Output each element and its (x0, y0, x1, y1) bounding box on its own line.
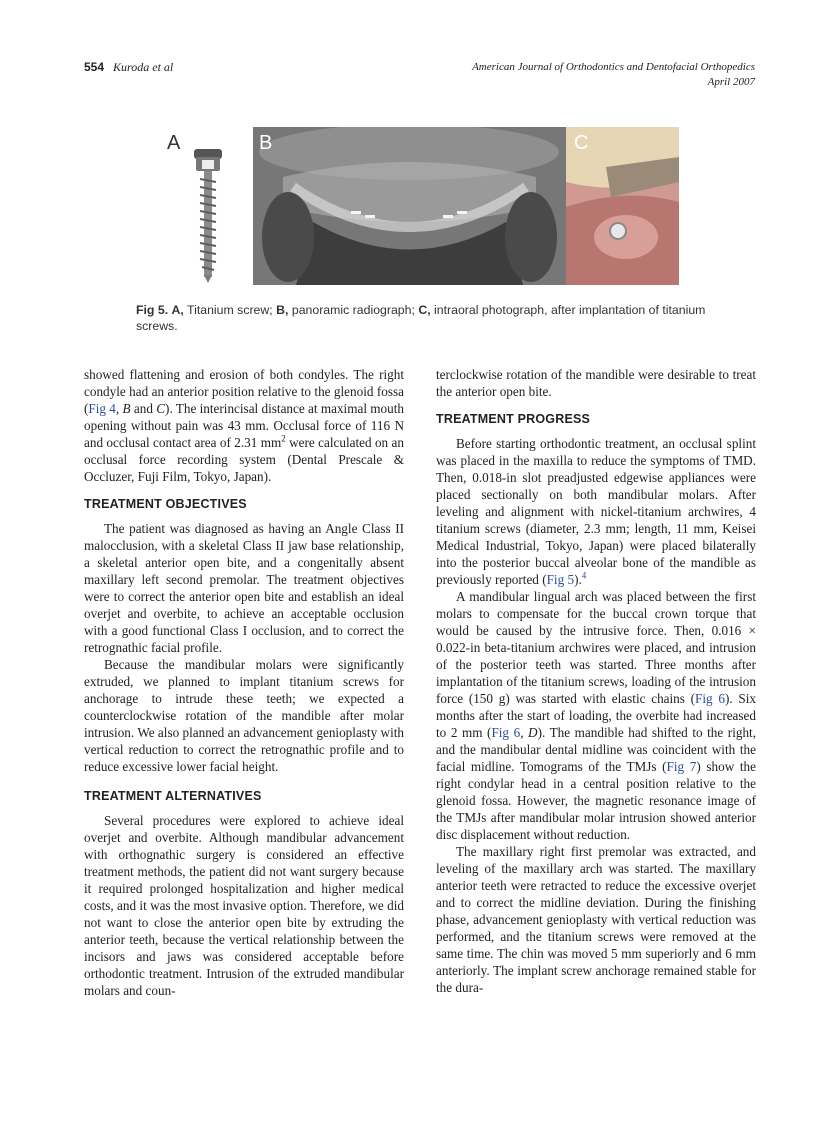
paragraph: The patient was diagnosed as having an Angle Class II malocclusion, with a skeletal Class II jaw base relationship, a skeletal anterior open bite, and a congenitally absent maxillary left second premolar. The treatment objectives were to correct the anterior open bite and establish an ideal overjet and overbite, to achieve an acceptable occlusion with a good functional Class I occlusion, and to correct the retrognathic facial profile. (84, 521, 404, 655)
paragraph: A mandibular lingual arch was placed between the first molars to compensate for the buccal crown torque that would be caused by the intrusive force. Then, 0.016 × 0.022-in beta-titanium archwires were placed, and intrusion of the posterior teeth was started. Three months after implantation of the titanium screws, loading of the intrusion force (150 g) was started with elastic chains (Fig 6). Six months after the start of loading, the overbite had increased to 2 mm (Fig 6, D). The mandible had shifted to the right, and the mandibular dental midline was coincident with the facial midline. Tomograms of the TMJs (Fig 7) show the right condylar head in a central position relative to the glenoid fossa. However, the magnetic resonance image of the TMJs after mandibular molar intrusion showed anterior disc displacement without reduction. (436, 589, 757, 842)
panel-b-label: B (259, 132, 273, 154)
left-column (84, 366, 404, 999)
panel-c-label: C (574, 132, 589, 154)
figure-reference-link[interactable]: Fig 4 (88, 401, 116, 416)
section-heading-objectives: TREATMENT OBJECTIVES (84, 497, 247, 511)
paragraph: The maxillary right first premolar was extracted, and leveling of the maxillary arch was started. The maxillary anterior teeth were retracted to reduce the excessive overjet and to correct the midline deviation. During the finishing phase, advancement genioplasty with vertical reduction was performed, and the titanium screws were removed at the same time. The chin was moved 5 mm superiorly and 6 mm anteriorly. The implant screw anchorage remained stable for the dura- (436, 844, 756, 995)
radiograph-image (253, 127, 566, 285)
figure-reference-link[interactable]: Fig 6 (695, 691, 725, 706)
caption-text-a: Titanium screw; (183, 303, 277, 317)
running-authors: Kuroda et al (113, 60, 174, 74)
paragraph: Because the mandibular molars were significantly extruded, we planned to implant titanium screws for anchorage to intrude these teeth; we expected a counterclockwise rotation of the mandible after molar intrusion. We also planned an advancement genioplasty with vertical reduction to correct the retrognathic profile and to reduce excessive lower facial height. (84, 657, 404, 774)
figure-reference-link[interactable]: Fig 6 (491, 725, 521, 740)
panel-a-titanium-screw (164, 127, 253, 285)
citation-link[interactable]: 4 (581, 570, 587, 581)
figure-reference-link[interactable]: Fig 7 (666, 759, 697, 774)
caption-key-c: C, (418, 303, 431, 317)
page-number: 554 (84, 60, 105, 74)
caption-key-a: A, (171, 303, 184, 317)
section-heading-progress: TREATMENT PROGRESS (436, 412, 591, 426)
figure-caption (136, 302, 706, 334)
paragraph: showed flattening and erosion of both condyles. The right condyle had an anterior position relative to the glenoid fossa (Fig 4, B and C). The interincisal distance at maximal mouth opening without pain was 43 mm. Occlusal force of 116 N and occlusal contact area of 2.31 $mm^2$ were calculated on an occlusal force recording system (Dental Prescale & Occluzer, Fuji Film, Tokyo, Japan). (84, 367, 405, 484)
panel-b-panoramic-radiograph (253, 127, 566, 285)
journal-title: American Journal of Orthodontics and Dentofacial Orthopedics (472, 61, 755, 73)
paragraph: terclockwise rotation of the mandible were desirable to treat the anterior open bite. (436, 367, 756, 399)
panel-c-intraoral-photograph (566, 127, 679, 285)
running-header-right (415, 60, 755, 90)
panel-a-label: A (167, 132, 181, 154)
caption-text-c: intraoral photograph, after implantation of titanium screws. (136, 303, 706, 333)
paragraph: Before starting orthodontic treatment, an occlusal splint was placed in the maxilla to reduce the symptoms of TMD. Then, 0.018-in slot preadjusted edgewise appliances were placed sectionally on both mandibular molars. After leveling and alignment with nickel-titanium archwires, 4 titanium screws (diameter, 2.3 mm; length, 11 mm, Keisei Medical Industrial, Tokyo, Japan) were placed bilaterally into the posterior buccal alveolar bone of the mandible as previously reported (Fig 5).$^4$ (436, 436, 756, 587)
issue-date: April 2007 (707, 76, 755, 88)
section-heading-alternatives: TREATMENT ALTERNATIVES (84, 789, 262, 803)
caption-text-b: panoramic radiograph; (288, 303, 419, 317)
running-header-left (84, 60, 173, 75)
right-column (436, 366, 756, 996)
figure-5 (164, 127, 679, 285)
caption-label: Fig 5. (136, 303, 169, 317)
paragraph: Several procedures were explored to achieve ideal overjet and overbite. Although mandibular advancement with orthognathic surgery is considered an effective treatment methods, the patient did not want surgery because it required prolonged hospitalization and higher medical costs, and it was the most invasive option. Therefore, we did not want to close the anterior open bite by extruding the anterior teeth, because the vertical relationship between the incisors and jaws was considered acceptable before orthodontic treatment. Intrusion of the extruded mandibular molars and coun- (84, 813, 404, 998)
caption-key-b: B, (276, 303, 289, 317)
figure-reference-link[interactable]: Fig 5 (546, 572, 575, 587)
